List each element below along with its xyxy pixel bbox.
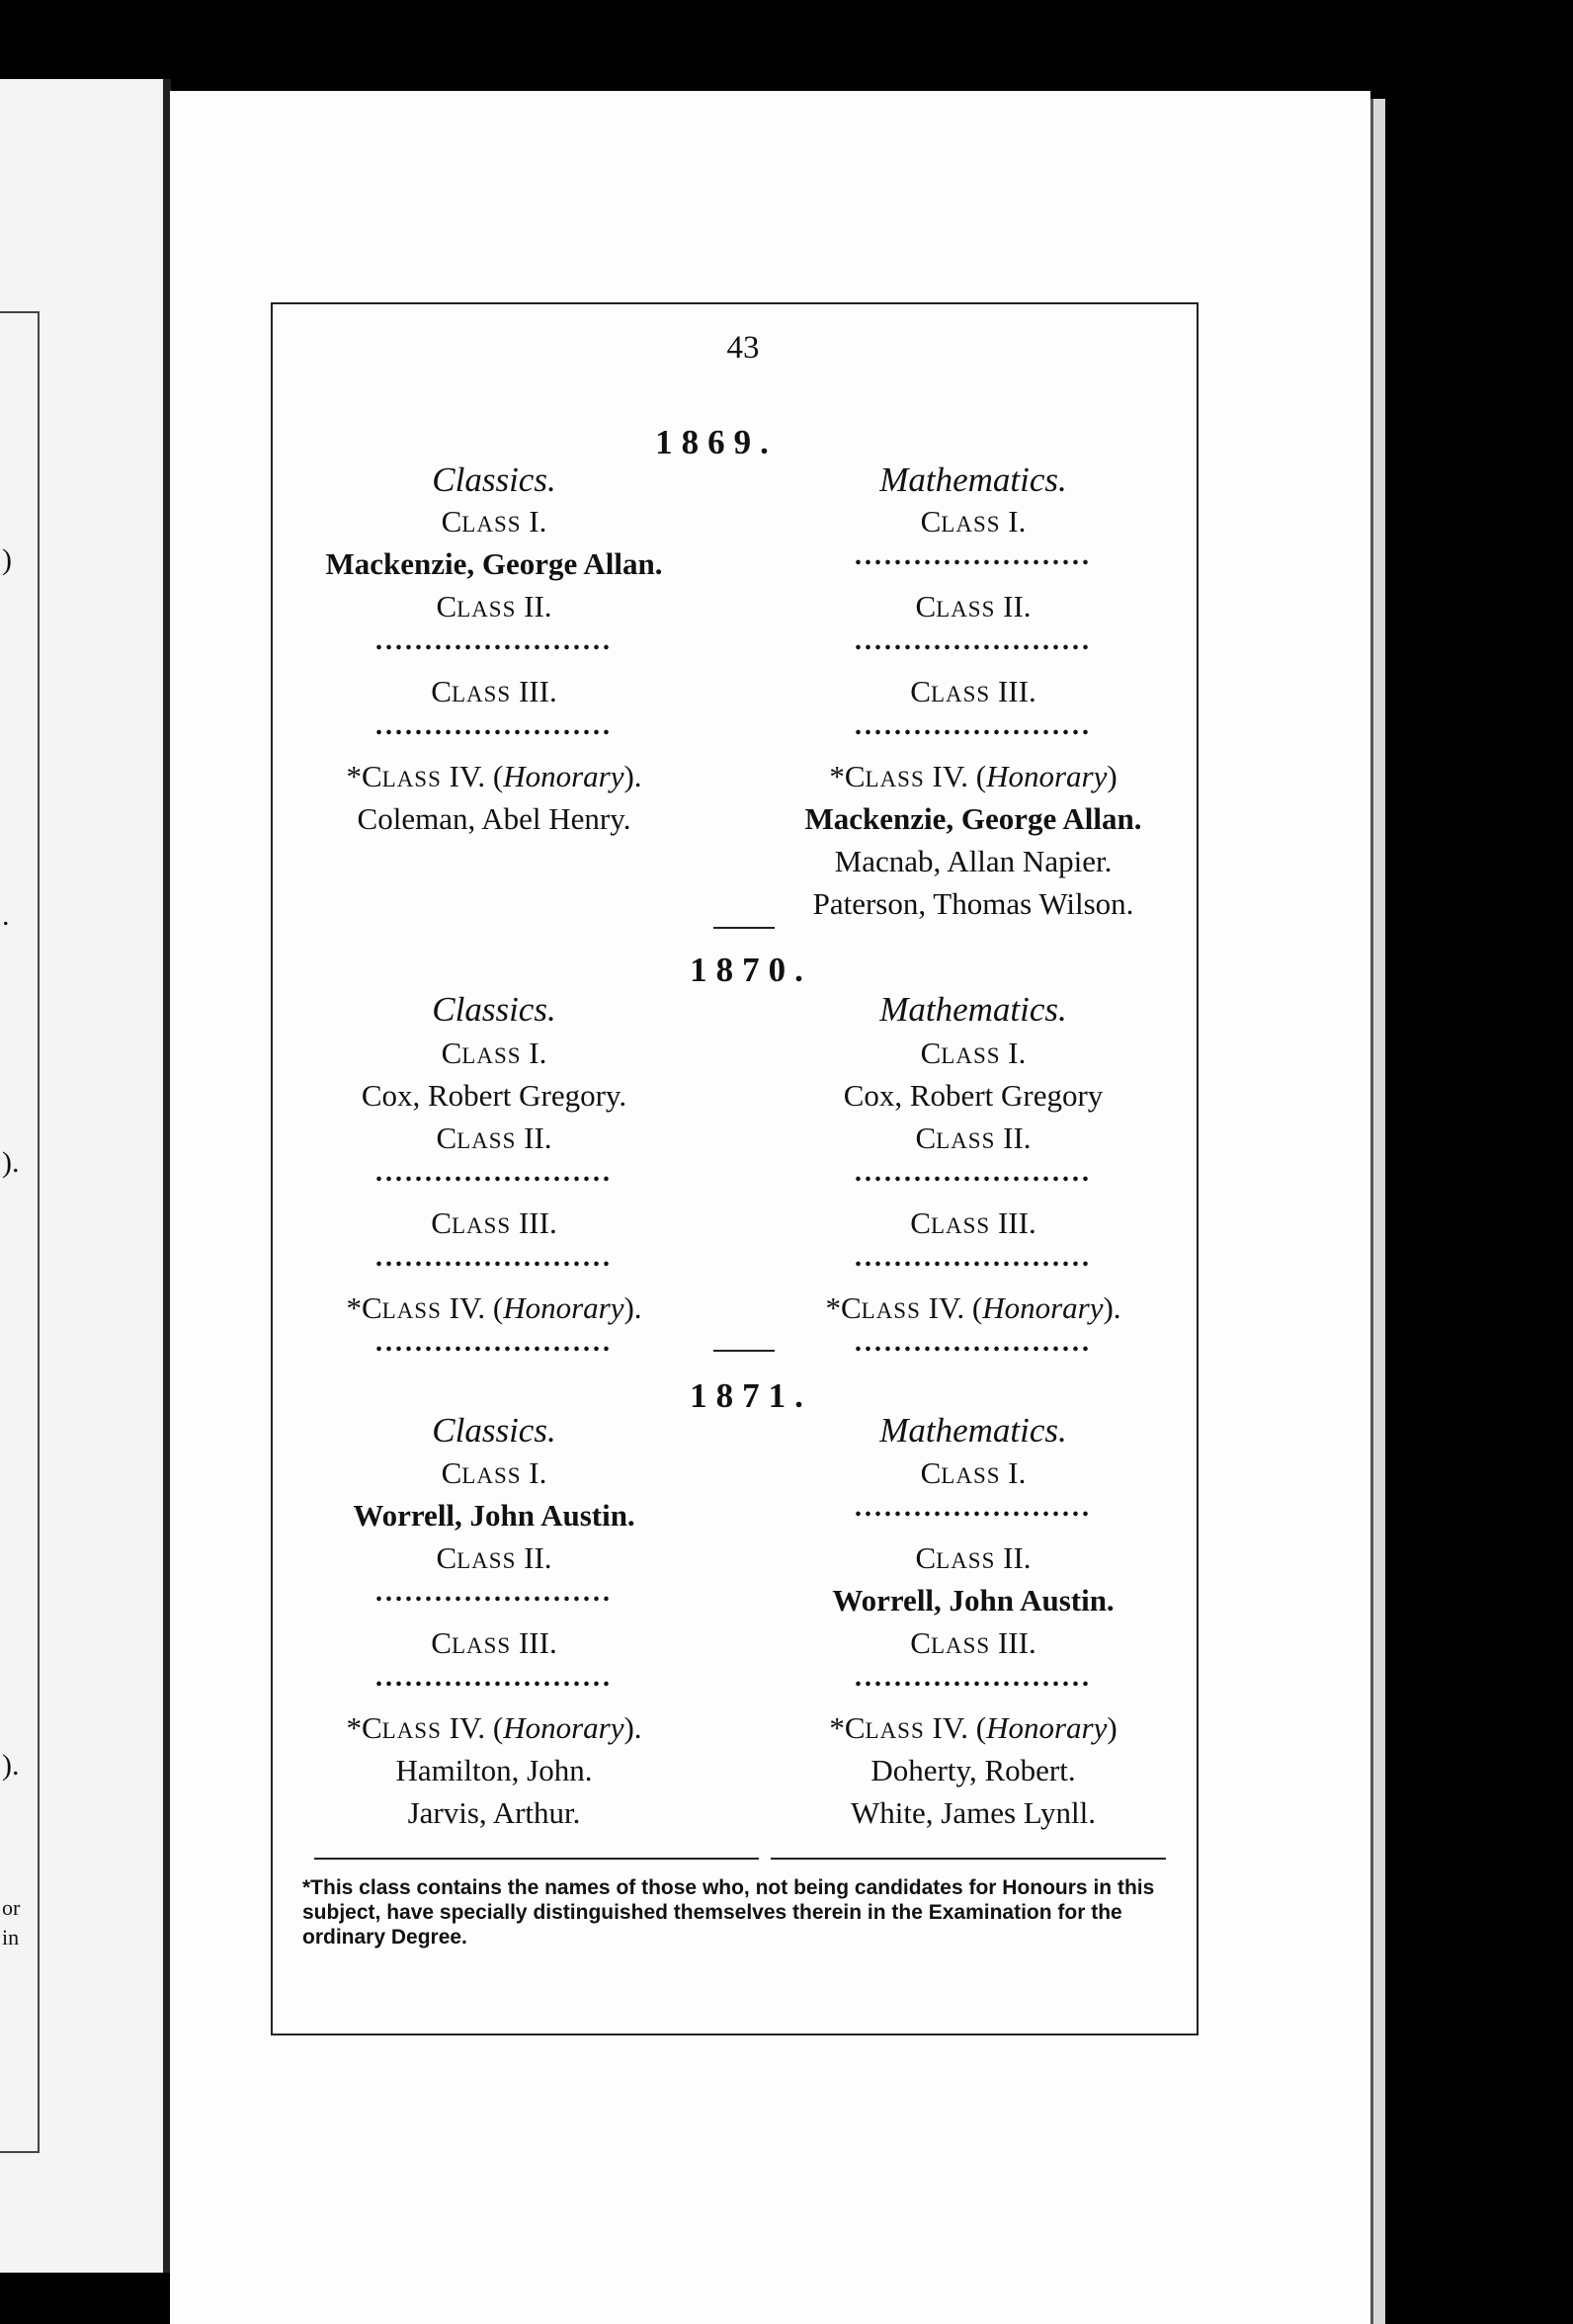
dotted-leader: ........................: [855, 540, 1092, 571]
candidate-name: Doherty, Robert.: [870, 1753, 1076, 1787]
class-label: CLASS III.: [431, 1205, 557, 1240]
left-fragment: or: [2, 1895, 21, 1920]
candidate-name: Cox, Robert Gregory: [843, 1078, 1104, 1113]
dotted-leader: ........................: [375, 1662, 613, 1693]
page-edge: [1370, 99, 1385, 2324]
candidate-name: Cox, Robert Gregory.: [361, 1078, 627, 1113]
candidate-name: Coleman, Abel Henry.: [357, 801, 631, 836]
dotted-leader: ........................: [855, 1662, 1092, 1693]
footnote-rule-right: [771, 1858, 1166, 1860]
classics-heading: Classics.: [432, 460, 556, 499]
section-divider: [713, 927, 775, 929]
footnote-rule-left: [314, 1858, 759, 1860]
mathematics-heading: Mathematics.: [879, 990, 1067, 1029]
dotted-leader: ........................: [375, 1327, 613, 1358]
dotted-leader: ........................: [855, 710, 1092, 741]
dotted-leader: ........................: [855, 625, 1092, 656]
dotted-leader: ........................: [855, 1157, 1092, 1188]
class-label: CLASS III.: [910, 1205, 1036, 1240]
candidate-name: Worrell, John Austin.: [832, 1583, 1115, 1618]
class-label: *CLASS IV. (Honorary): [829, 759, 1118, 793]
class-label: CLASS III.: [910, 674, 1036, 708]
mathematics-heading: Mathematics.: [879, 1411, 1067, 1450]
dotted-leader: ........................: [375, 710, 613, 741]
left-fragment: ): [2, 543, 12, 576]
dotted-leader: ........................: [855, 1327, 1092, 1358]
footnote: *This class contains the names of those who, not being candidates for Honours in this subject, have specially distinguished themselves therein in the Examination for the ordinary Degree.: [302, 1876, 1155, 1949]
class-label: CLASS II.: [436, 589, 552, 623]
candidate-name: Mackenzie, George Allan.: [804, 801, 1142, 836]
dotted-leader: ........................: [375, 1577, 613, 1608]
candidate-name: Hamilton, John.: [395, 1753, 593, 1787]
candidate-name: Mackenzie, George Allan.: [325, 546, 663, 581]
class-label: CLASS I.: [441, 1036, 547, 1070]
left-fragment: .: [2, 899, 10, 932]
class-label: *CLASS IV. (Honorary).: [346, 1290, 642, 1325]
class-label: *CLASS IV. (Honorary): [829, 1710, 1118, 1745]
class-label: *CLASS IV. (Honorary).: [825, 1290, 1121, 1325]
class-label: CLASS II.: [915, 1120, 1032, 1155]
left-fragment: ).: [2, 1749, 20, 1782]
dotted-leader: ........................: [855, 1492, 1092, 1523]
left-fragment: in: [2, 1925, 20, 1950]
class-label: CLASS I.: [920, 1455, 1027, 1490]
year-heading: 1871.: [690, 1376, 812, 1415]
class-label: CLASS I.: [441, 1455, 547, 1490]
classics-heading: Classics.: [432, 990, 556, 1029]
classics-heading: Classics.: [432, 1411, 556, 1450]
year-heading: 1870.: [690, 951, 812, 989]
class-label: CLASS II.: [436, 1120, 552, 1155]
dotted-leader: ........................: [375, 1157, 613, 1188]
mathematics-heading: Mathematics.: [879, 460, 1067, 499]
candidate-name: Worrell, John Austin.: [353, 1498, 635, 1533]
section-divider: [713, 1350, 775, 1352]
candidate-name: White, James Lynll.: [851, 1795, 1096, 1830]
left-page-margin: [0, 79, 171, 2273]
class-label: CLASS II.: [915, 1540, 1032, 1575]
page-number: 43: [726, 330, 760, 366]
left-fragment: ).: [2, 1146, 20, 1179]
class-label: *CLASS IV. (Honorary).: [346, 759, 642, 793]
class-label: *CLASS IV. (Honorary).: [346, 1710, 642, 1745]
class-label: CLASS III.: [431, 674, 557, 708]
candidate-name: Paterson, Thomas Wilson.: [812, 886, 1134, 921]
class-label: CLASS III.: [431, 1625, 557, 1660]
left-page-frame: [0, 311, 40, 2153]
class-label: CLASS I.: [441, 504, 547, 539]
dotted-leader: ........................: [375, 1242, 613, 1273]
class-label: CLASS III.: [910, 1625, 1036, 1660]
class-label: CLASS I.: [920, 1036, 1027, 1070]
class-label: CLASS I.: [920, 504, 1027, 539]
year-heading: 1869.: [655, 423, 778, 461]
class-label: CLASS II.: [915, 589, 1032, 623]
dotted-leader: ........................: [855, 1242, 1092, 1273]
candidate-name: Macnab, Allan Napier.: [834, 844, 1113, 878]
dotted-leader: ........................: [375, 625, 613, 656]
candidate-name: Jarvis, Arthur.: [407, 1795, 581, 1830]
class-label: CLASS II.: [436, 1540, 552, 1575]
